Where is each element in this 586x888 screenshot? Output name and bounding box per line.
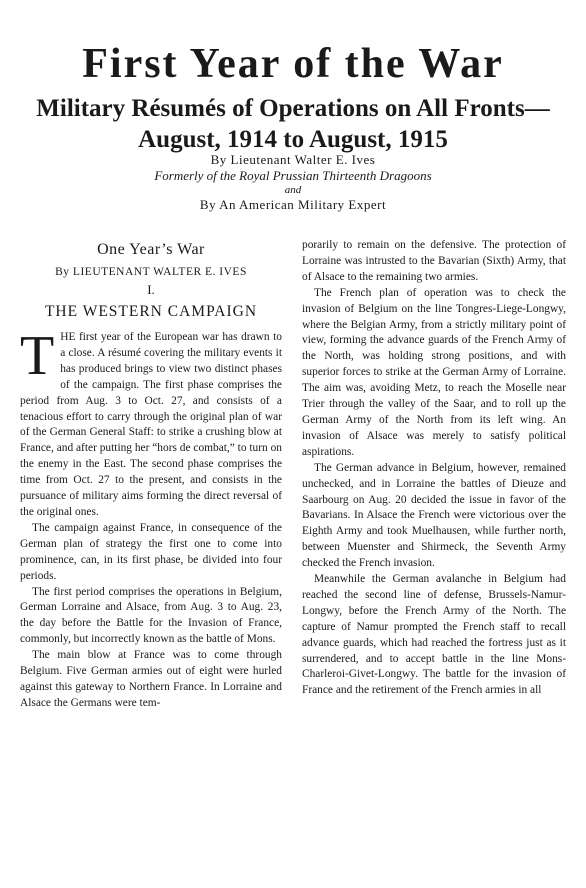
paragraph: The German advance in Belgium, however, remained unchecked, and in Lorraine the battles of Dieuze and Saarbourg on Aug. 20 decided the issue in favor of the Bavarians. In Alsace the French were victorious over the Eighth Army and took Muelhausen, while further north, between Muenster and Shirmeck, the Seventh Army checked the French invasion. [302,461,566,570]
paragraph-text: HE first year of the European war has drawn to a close. A résumé covering the military events it has produced brings to view two distinct phases of the campaign. The first phase comprises the period from Aug. 3 to Oct. 27, and consists of a tenacious effort to carry through the original plan of war of the German General Staff: to strike a crushing blow at France, and after putting her “hors de combat,” to turn on the enemy in the East. The second phase comprises the time from Oct. 27 to the present, and consists in the pursuance of military aims forming the direct reversal of the original ones. [20,331,282,518]
page-subtitle [0,93,586,155]
paragraph: porarily to remain on the defensive. The protection of Lorraine was intrusted to the Bavarian (Sixth) Army, that of Alsace to the remaining two armies. [302,239,566,283]
campaign-heading: THE WESTERN CAMPAIGN [44,303,258,320]
byline-formerly: Formerly of the Royal Prussian Thirteenth Dragoons [154,168,432,183]
byline-and: and [284,184,302,196]
byline [0,152,586,213]
byline-author: By Lieutenant Walter E. Ives [210,152,376,167]
subtitle-line-1: Military Résumés of Operations on All Fronts— [36,95,550,122]
left-column [20,238,282,712]
page-title: First Year of the War [82,41,504,87]
byline-expert: By An American Military Expert [199,197,387,212]
right-column [302,238,566,699]
paragraph: The French plan of operation was to check the invasion of Belgium on the line Tongres-Liege-Longwy, where the Belgian Army, from a strictly military point of view, forming the advance guards of the French Army of the North, was holding strong positions, and with superior forces to strike at the German Army of Lorraine. The aim was, avoiding Metz, to reach the Moselle near Trier through the valley of the Saar, and to roll up the German Army of the North from its left wing. An invasion of Alsace was merely to satisfy political aspirations. [302,286,566,458]
paragraph: Meanwhile the German avalanche in Belgium had reached the second line of defense, Brussels-Namur-Longwy, before the French Army of the North. The capture of Namur prompted the French staff to recall advance guards, which had reached the fortress just as it surrendered, and to accept battle in the line Mons-Charleroi-Givet-Longwy. The battle for the invasion of France and the retirement of the French armies in all [302,573,566,697]
drop-cap: T [20,325,55,387]
paragraph: The main blow at France was to come through Belgium. Five German armies out of eight were hurled against this gateway to Northern France. In Lorraine and Alsace the Germans were tem- [20,649,282,709]
paragraph [20,325,282,521]
paragraph: The campaign against France, in consequence of the German plan of strategy the first one to come into prominence, can, in its first phase, be divided into four periods. [20,521,282,582]
paragraph: The first period comprises the operations in Belgium, German Lorraine and Alsace, from Aug. 3 to Aug. 23, the day before the Battle for the Invasion of France, commonly, but incorrectly known as the battle of Mons. [20,585,282,646]
section-numeral: I. [147,282,155,297]
subtitle-line-2: August, 1914 to August, 1915 [138,126,448,153]
section-heading: One Year’s War [97,241,205,258]
section-author: By LIEUTENANT WALTER E. IVES [55,266,247,278]
